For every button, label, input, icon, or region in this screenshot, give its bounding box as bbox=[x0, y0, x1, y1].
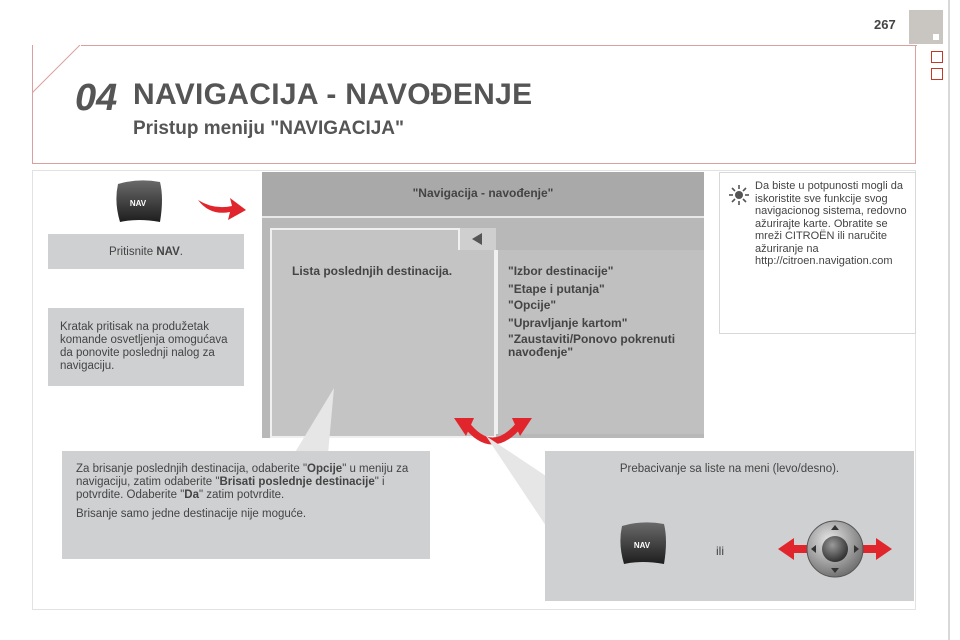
section-tab-marker[interactable] bbox=[931, 51, 943, 63]
press-nav-bold: NAV bbox=[156, 246, 180, 258]
recent-destinations-title: Lista poslednjih destinacija. bbox=[292, 264, 453, 278]
switch-text: Prebacivanje sa liste na meni (levo/desno). bbox=[619, 463, 840, 475]
page-number: 267 bbox=[874, 17, 896, 32]
menu-item-destination[interactable]: "Izbor destinacije" bbox=[508, 264, 614, 278]
joystick-icon bbox=[776, 518, 894, 580]
menu-item-route[interactable]: "Etape i putanja" bbox=[508, 282, 605, 296]
section-tab-marker[interactable] bbox=[931, 68, 943, 80]
nav-button-icon bbox=[110, 178, 166, 226]
nav-button-label: NAV bbox=[633, 541, 651, 550]
page-subtitle: Pristup meniju "NAVIGACIJA" bbox=[133, 118, 405, 139]
callout-wedge-left bbox=[290, 388, 350, 454]
menu-item-map[interactable]: "Upravljanje kartom" bbox=[508, 316, 628, 330]
delete-note: Brisanje samo jedne destinacije nije moguće. bbox=[76, 508, 307, 520]
delete-text-b: Opcije bbox=[307, 463, 343, 475]
nav-button-label: NAV bbox=[129, 199, 147, 208]
delete-instruction bbox=[76, 463, 416, 502]
info-text: Da biste u potpunosti mogli da iskoristite sve funkcije svog navigacionog sistema, redovno ažurirajte karte. Obratite se mreži CITROËN ili naručite ažuriranje na http://citroen.navigation.com bbox=[755, 180, 907, 267]
or-label: ili bbox=[716, 544, 724, 558]
press-nav-box bbox=[48, 234, 244, 269]
page-tab-block bbox=[909, 10, 943, 44]
press-nav-suffix: . bbox=[179, 246, 183, 258]
menu-item-stop-resume-cont: navođenje" bbox=[508, 345, 574, 359]
screen-title: "Navigacija - navođenje" bbox=[412, 186, 554, 200]
menu-item-options[interactable]: "Opcije" bbox=[508, 298, 557, 312]
delete-text-e: " i potvrdite. Odaberite " bbox=[76, 476, 385, 501]
short-press-box bbox=[48, 308, 244, 386]
callout-wedge-right bbox=[480, 436, 550, 526]
short-press-text: Kratak pritisak na produžetak komande osvetljenja omogućava da ponovite poslednji nalog za navigaciju. bbox=[60, 321, 228, 372]
menu-item-stop-resume[interactable]: "Zaustaviti/Ponovo pokrenuti bbox=[508, 332, 676, 346]
nav-button-icon bbox=[614, 520, 670, 568]
sun-info-icon bbox=[728, 184, 750, 206]
delete-text-c: " u meniju za navigaciju, zatim odaberite " bbox=[76, 463, 409, 488]
delete-text-d: Brisati poslednje destinacije bbox=[219, 476, 375, 488]
delete-text-g: " zatim potvrdite. bbox=[198, 489, 285, 501]
delete-destinations-box bbox=[62, 451, 430, 559]
page-title: NAVIGACIJA - NAVOĐENJE bbox=[133, 78, 533, 111]
delete-text-a: Za brisanje poslednjih destinacija, odaberite " bbox=[76, 463, 308, 475]
delete-text-f: Da bbox=[184, 489, 199, 501]
side-divider bbox=[948, 0, 950, 640]
back-triangle-icon[interactable] bbox=[458, 228, 496, 250]
press-nav-text: Pritisnite bbox=[109, 246, 157, 258]
red-arrow-icon bbox=[196, 192, 248, 222]
chapter-number: 04 bbox=[75, 77, 118, 119]
